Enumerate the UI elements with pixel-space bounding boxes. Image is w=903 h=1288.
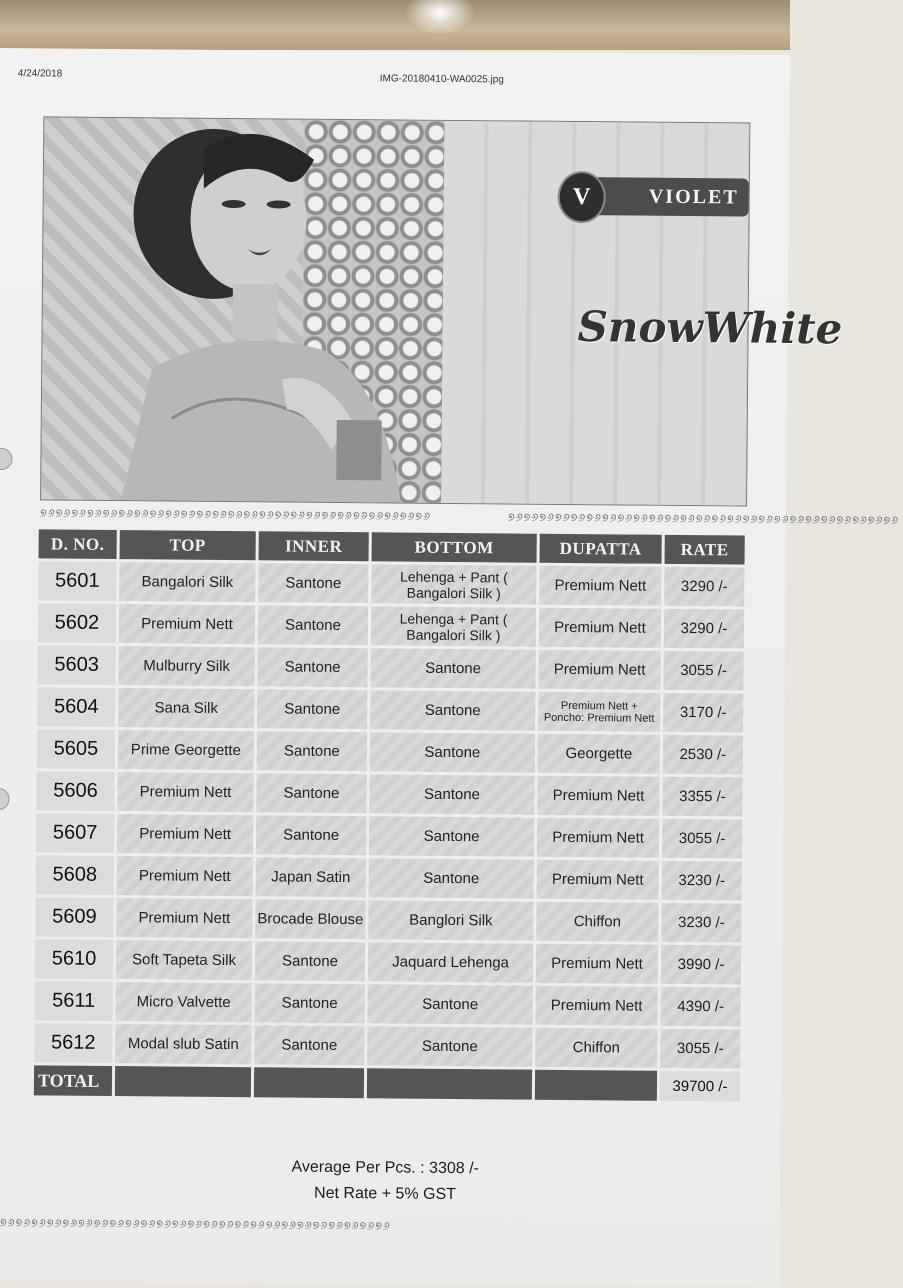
- inner-fabric: Santone: [257, 731, 367, 771]
- dupatta-fabric: Premium Nett + Poncho: Premium Nett: [538, 692, 660, 732]
- rate: 2530 /-: [663, 735, 743, 775]
- top-fabric: Modal slub Satin: [115, 1024, 251, 1064]
- dupatta-fabric: Premium Nett: [537, 776, 659, 816]
- dupatta-fabric: Georgette: [538, 734, 660, 774]
- design-number: 5612: [34, 1023, 112, 1063]
- table-row: [34, 1023, 740, 1068]
- design-number: 5603: [37, 645, 115, 685]
- print-date: 4/24/2018: [17, 68, 63, 80]
- header-dno: D. NO.: [39, 529, 117, 559]
- table-row: [37, 687, 743, 732]
- bottom-fabric: Santone: [368, 984, 533, 1024]
- total-blank: [367, 1068, 532, 1099]
- background-surface: [0, 0, 790, 50]
- design-number: 5608: [36, 855, 114, 895]
- ceiling-light: [405, 0, 475, 35]
- binder-hole: [0, 788, 10, 810]
- inner-fabric: Santone: [258, 563, 368, 603]
- print-filename: IMG-20180410-WA0025.jpg: [379, 73, 504, 86]
- rate: 3990 /-: [661, 945, 741, 985]
- header-inner: INNER: [259, 531, 369, 561]
- design-number: 5607: [36, 813, 114, 853]
- brand-logo: [564, 177, 749, 217]
- top-fabric: Micro Valvette: [116, 982, 252, 1022]
- total-blank: [254, 1067, 364, 1098]
- bottom-fabric: Lehenga + Pant ( Bangalori Silk ): [371, 606, 536, 646]
- ornament-border-left: ୭୬୭୬୭୬୭୬୭୬୭୬୭୬୭୬୭୬୭୬୭୬୭୬୭୬୭୬୭୬୭୬୭୬୭୬୭୬୭୬୭୬୭୬୭୬୭୬୭୬: [39, 506, 431, 523]
- design-number: 5605: [37, 729, 115, 769]
- brand-monogram: V: [557, 171, 605, 223]
- catalog-banner-photo: [40, 116, 843, 506]
- bottom-fabric: Jaquard Lehenga: [368, 942, 533, 982]
- inner-fabric: Santone: [257, 689, 367, 729]
- model-figure: [81, 118, 414, 503]
- inner-fabric: Japan Satin: [256, 857, 366, 897]
- design-number: 5601: [38, 561, 116, 601]
- rate: 3055 /-: [662, 819, 742, 859]
- bottom-fabric: Santone: [369, 858, 534, 898]
- design-number: 5611: [35, 981, 113, 1021]
- dupatta-fabric: Chiffon: [536, 902, 658, 942]
- top-fabric: Premium Nett: [116, 898, 252, 938]
- table-row: [38, 561, 744, 606]
- catalog-sheet: [0, 48, 899, 1287]
- inner-fabric: Santone: [258, 605, 368, 645]
- table-row: [35, 981, 741, 1026]
- rate: 4390 /-: [660, 987, 740, 1027]
- bottom-fabric: Santone: [370, 648, 535, 688]
- header-bottom: BOTTOM: [372, 532, 537, 562]
- dupatta-fabric: Premium Nett: [539, 566, 661, 606]
- rate: 3230 /-: [662, 861, 742, 901]
- header-top: TOP: [120, 530, 256, 560]
- dupatta-fabric: Premium Nett: [538, 650, 660, 690]
- dupatta-fabric: Premium Nett: [535, 986, 657, 1026]
- dupatta-fabric: Premium Nett: [536, 944, 658, 984]
- binder-hole: [0, 448, 13, 470]
- inner-fabric: Santone: [257, 647, 367, 687]
- bottom-fabric: Santone: [369, 816, 534, 856]
- rate: 3055 /-: [663, 651, 743, 691]
- total-row: [34, 1065, 740, 1101]
- top-fabric: Soft Tapeta Silk: [116, 940, 252, 980]
- top-fabric: Sana Silk: [118, 688, 254, 728]
- net-rate-note: Net Rate + 5% GST: [314, 1184, 457, 1204]
- top-fabric: Premium Nett: [117, 772, 253, 812]
- table-row: [38, 603, 744, 648]
- bottom-fabric: Banglori Silk: [368, 900, 533, 940]
- inner-fabric: Santone: [254, 1025, 364, 1065]
- design-number: 5602: [38, 603, 116, 643]
- bottom-fabric: Santone: [370, 690, 535, 730]
- header-dupatta: DUPATTA: [540, 534, 662, 564]
- rate: 3290 /-: [664, 609, 744, 649]
- top-fabric: Prime Georgette: [118, 730, 254, 770]
- table-row: [36, 855, 742, 900]
- total-amount: 39700 /-: [660, 1071, 740, 1102]
- table-row: [36, 813, 742, 858]
- bottom-fabric: Santone: [369, 774, 534, 814]
- table-row: [37, 645, 743, 690]
- table-row: [35, 939, 741, 984]
- table-row: [37, 729, 743, 774]
- rate: 3290 /-: [664, 567, 744, 607]
- inner-fabric: Brocade Blouse: [255, 899, 365, 939]
- inner-fabric: Santone: [256, 773, 366, 813]
- ornament-border-right: ୭୬୭୬୭୬୭୬୭୬୭୬୭୬୭୬୭୬୭୬୭୬୭୬୭୬୭୬୭୬୭୬୭୬୭୬୭୬୭୬୭୬୭୬୭୬୭୬୭୬: [507, 510, 899, 527]
- top-fabric: Mulburry Silk: [118, 646, 254, 686]
- rate: 3170 /-: [663, 693, 743, 733]
- ornament-border-bottom: ୭୬୭୬୭୬୭୬୭୬୭୬୭୬୭୬୭୬୭୬୭୬୭୬୭୬୭୬୭୬୭୬୭୬୭୬୭୬୭୬୭୬୭୬୭୬୭୬୭୬: [0, 1216, 391, 1233]
- table-row: [35, 897, 741, 942]
- bottom-fabric: Santone: [370, 732, 535, 772]
- total-blank: [535, 1070, 657, 1101]
- collection-title: SnowWhite: [577, 302, 843, 354]
- design-number: 5606: [36, 771, 114, 811]
- inner-fabric: Santone: [255, 941, 365, 981]
- bottom-fabric: Santone: [367, 1026, 532, 1066]
- top-fabric: Premium Nett: [117, 814, 253, 854]
- price-table: [31, 526, 748, 1104]
- average-price: Average Per Pcs. : 3308 /-: [291, 1158, 479, 1178]
- table-header-row: [39, 529, 745, 564]
- total-label: TOTAL: [34, 1065, 112, 1096]
- design-number: 5610: [35, 939, 113, 979]
- dupatta-fabric: Premium Nett: [539, 608, 661, 648]
- header-rate: RATE: [665, 535, 745, 565]
- rate: 3355 /-: [662, 777, 742, 817]
- top-fabric: Premium Nett: [117, 856, 253, 896]
- dupatta-fabric: Premium Nett: [537, 818, 659, 858]
- design-number: 5609: [35, 897, 113, 937]
- brand-name: VIOLET: [648, 185, 739, 209]
- rate: 3055 /-: [660, 1029, 740, 1069]
- bottom-fabric: Lehenga + Pant ( Bangalori Silk ): [371, 564, 536, 604]
- design-number: 5604: [37, 687, 115, 727]
- inner-fabric: Santone: [256, 815, 366, 855]
- dupatta-fabric: Premium Nett: [537, 860, 659, 900]
- table-row: [36, 771, 742, 816]
- inner-fabric: Santone: [255, 983, 365, 1023]
- top-fabric: Premium Nett: [119, 604, 255, 644]
- rate: 3230 /-: [661, 903, 741, 943]
- total-blank: [115, 1066, 251, 1097]
- dupatta-fabric: Chiffon: [535, 1028, 657, 1068]
- top-fabric: Bangalori Silk: [119, 562, 255, 602]
